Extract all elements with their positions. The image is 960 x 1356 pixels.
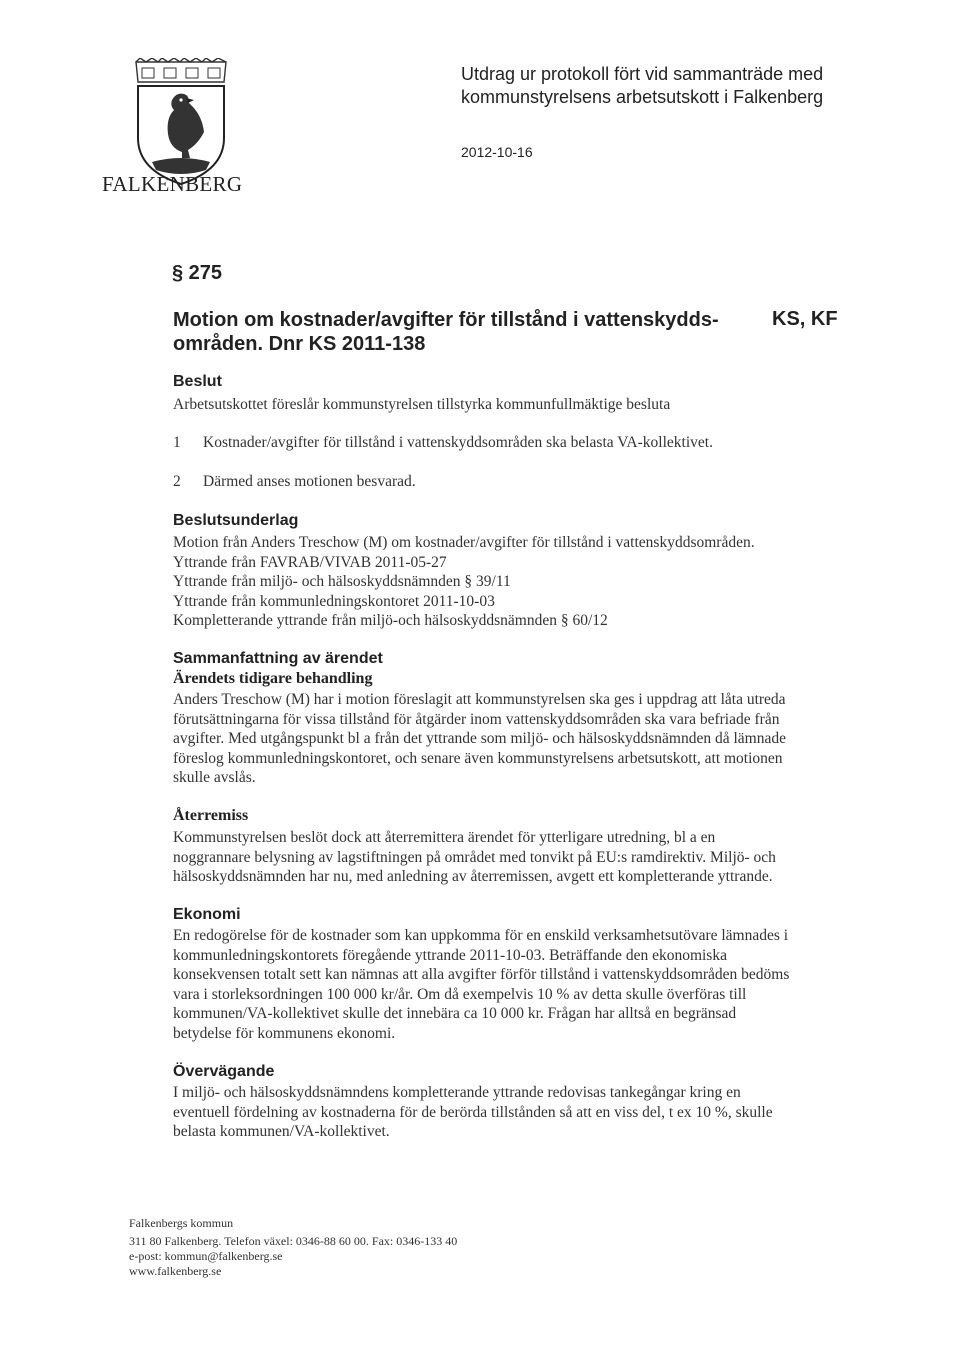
beslut-item — [173, 433, 713, 453]
body-line: avgifter. Med utgångspunkt bl a från det yttrande som miljö- och hälsoskyddsnämnden då lämnade — [173, 730, 786, 748]
underlag-line: Motion från Anders Treschow (M) om kostnader/avgifter för tillstånd i vattenskyddsområden. — [173, 534, 755, 551]
section-heading-beslut: Beslut — [173, 373, 222, 390]
subheading-tidigare-behandling: Ärendets tidigare behandling — [173, 670, 373, 687]
beslut-item-number: 2 — [173, 473, 181, 490]
underlag-line: Yttrande från kommunledningskontoret 2011-10-03 — [173, 592, 495, 610]
body-line: En redogörelse för de kostnader som kan uppkomma för en enskild verksamhetsutövare lämnades i — [173, 927, 789, 944]
overvagande-body — [173, 1083, 773, 1142]
body-line: kommunledningskontorets föregående yttrande 2011-10-03. Beträffande den ekonomiska — [173, 946, 727, 964]
body-line: Kommunstyrelsen beslöt dock att återremittera ärendet för ytterligare utredning, bl a en — [173, 829, 716, 846]
protocol-header-title — [461, 63, 823, 109]
beslutsunderlag-list — [173, 533, 755, 631]
section-heading-ekonomi: Ekonomi — [173, 906, 241, 923]
footer-email: e-post: kommun@falkenberg.se — [129, 1249, 283, 1263]
body-line: eventuell fördelning av kostnaderna för de berörda tillstånden så att en viss del, t ex 10 %, skulle — [173, 1103, 773, 1121]
section-heading-sammanfattning: Sammanfattning av ärendet — [173, 650, 383, 667]
body-line: kommunen/VA-kollektivet skulle det innebära ca 10 000 kr. Frågan har alltså en begränsad — [173, 1005, 737, 1023]
footer-org: Falkenbergs kommun — [129, 1216, 234, 1230]
header-title-line: kommunstyrelsens arbetsutskott i Falkenberg — [461, 87, 824, 107]
underlag-line: Yttrande från FAVRAB/VIVAB 2011-05-27 — [173, 553, 447, 571]
footer-address: 311 80 Falkenberg. Telefon växel: 0346-88 60 00. Fax: 0346-133 40 — [129, 1234, 458, 1248]
body-line: vara i storleksordningen 100 000 kr/år. Om då exempelvis 10 % av detta skulle överföras till — [173, 985, 747, 1003]
falkenberg-falcon-crest-icon — [128, 58, 234, 186]
recipients: KS, KF — [772, 308, 838, 330]
matter-title-line: Motion om kostnader/avgifter för tillstånd i vattenskydds- — [173, 309, 719, 331]
beslut-item — [173, 472, 416, 492]
municipality-name: FALKENBERG — [102, 172, 243, 196]
body-line: Anders Treschow (M) har i motion föreslagit att kommunstyrelsen ska ges i uppdrag att låta utreda — [173, 691, 786, 708]
aterremiss-body — [173, 828, 776, 887]
body-line: I miljö- och hälsoskyddsnämndens kompletterande yttrande redovisas tankegångar kring en — [173, 1084, 741, 1101]
body-line: hälsoskyddsnämnden har nu, med anledning av återremissen, avgett ett kompletterande yttrande. — [173, 868, 773, 886]
body-line: konsekvensen totalt sett kan nämnas att alla avgifter förför tillstånd i vattenskyddsområden bedöms — [173, 966, 790, 984]
body-line: noggrannare belysning av lagstiftningen på området med tonvikt på EU:s ramdirektiv. Miljö- och — [173, 848, 776, 866]
underlag-line: Kompletterande yttrande från miljö-och hälsoskyddsnämnden § 60/12 — [173, 612, 608, 630]
ekonomi-body — [173, 926, 789, 1044]
body-line: förutsättningarna för vissa tillstånd för åtgärder inom vattenskyddsområden ska vara befriade från — [173, 710, 780, 728]
section-heading-beslutsunderlag: Beslutsunderlag — [173, 512, 299, 529]
subheading-aterremiss: Återremiss — [173, 807, 249, 824]
matter-title-line: områden. Dnr KS 2011-138 — [173, 333, 426, 355]
beslut-item-text: Därmed anses motionen besvarad. — [203, 473, 416, 490]
beslut-item-text: Kostnader/avgifter för tillstånd i vattenskyddsområden ska belasta VA-kollektivet. — [203, 434, 713, 451]
beslut-item-number: 1 — [173, 434, 181, 451]
header-title-line: Utdrag ur protokoll fört vid sammanträde med — [461, 64, 824, 84]
footer-contact — [129, 1216, 457, 1279]
underlag-line: Yttrande från miljö- och hälsoskyddsnämnden § 39/11 — [173, 573, 511, 591]
body-line: föreslog kommunledningskontoret, och senare även kommunstyrelsens arbetsutskott, att motionen — [173, 749, 783, 767]
matter-title — [173, 308, 733, 356]
body-line: skulle avslås. — [173, 769, 256, 787]
footer-web: www.falkenberg.se — [129, 1264, 222, 1278]
meeting-date: 2012-10-16 — [461, 144, 533, 160]
paragraph-number: § 275 — [172, 262, 223, 284]
section-heading-overvagande: Övervägande — [173, 1063, 275, 1080]
body-line: betydelse för kommunens ekonomi. — [173, 1024, 396, 1042]
beslut-intro: Arbetsutskottet föreslår kommunstyrelsen tillstyrka kommunfullmäktige besluta — [173, 396, 671, 413]
sammanfattning-body — [173, 690, 786, 788]
body-line: belasta kommunen/VA-kollektivet. — [173, 1123, 390, 1141]
